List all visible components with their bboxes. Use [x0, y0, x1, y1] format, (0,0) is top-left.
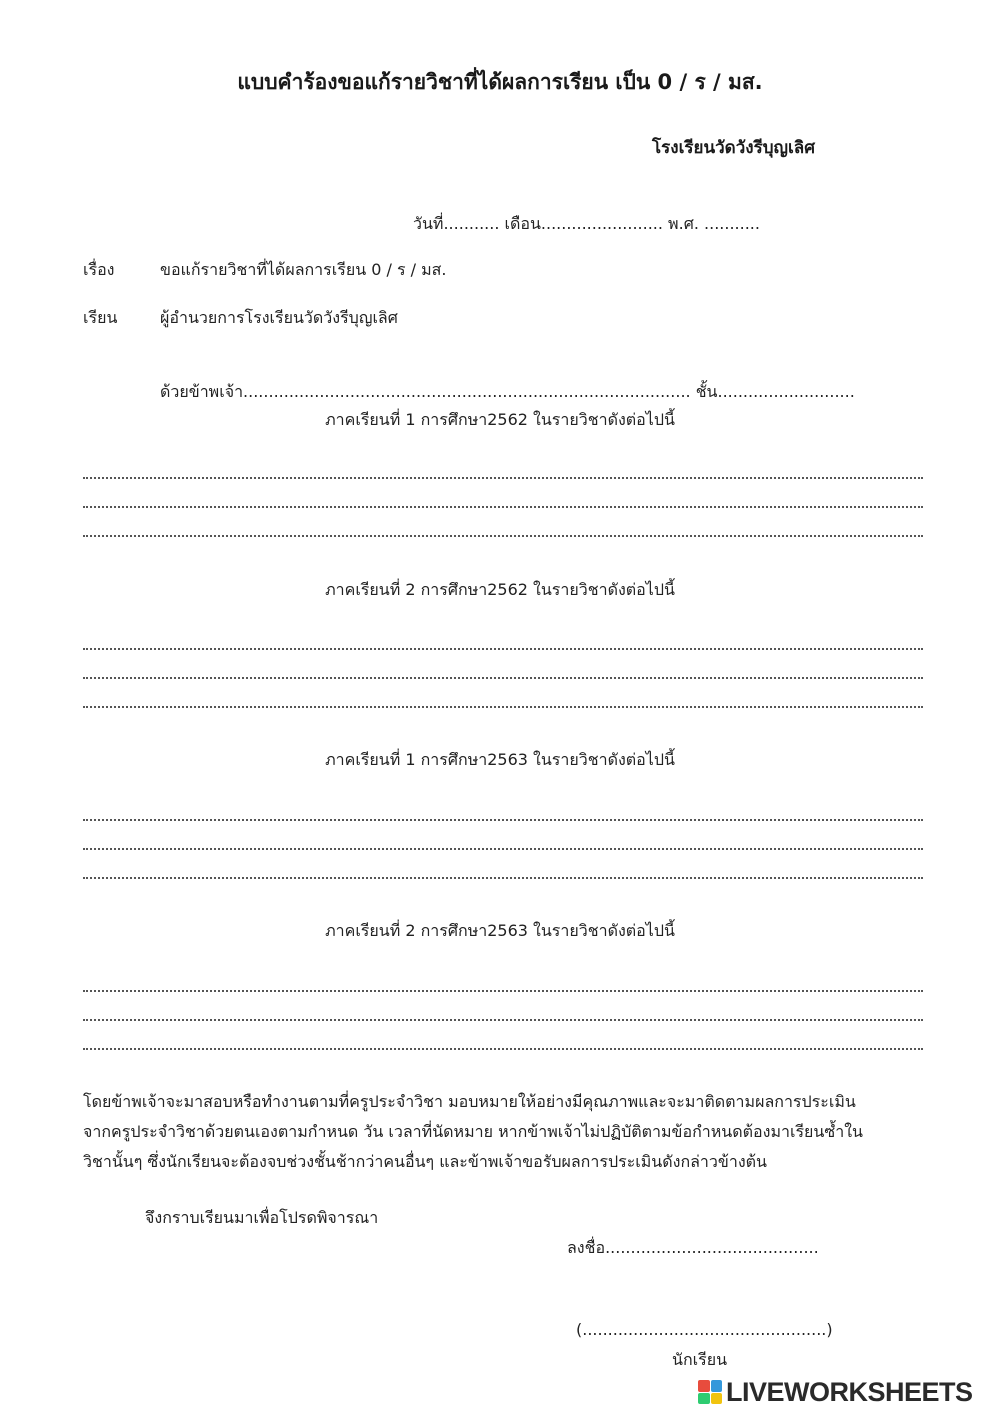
school-name: โรงเรียนวัดวังรีบุญเลิศ	[652, 138, 815, 158]
role-label: นักเรียน	[672, 1350, 727, 1369]
document-title: แบบคำร้องขอแก้รายวิชาที่ได้ผลการเรียน เป็น 0 / ร / มส.	[237, 70, 763, 94]
date-line[interactable]: วันที่........... เดือน........................ พ.ศ. ...........	[413, 214, 760, 233]
liveworksheets-logo-icon	[698, 1380, 722, 1404]
answer-line[interactable]	[83, 706, 923, 708]
semester-heading: ภาคเรียนที่ 1 การศึกษา2562 ในรายวิชาดังต่อไปนี้	[325, 410, 675, 429]
answer-line[interactable]	[83, 1019, 923, 1021]
semester-heading: ภาคเรียนที่ 1 การศึกษา2563 ในรายวิชาดังต่อไปนี้	[325, 750, 675, 769]
applicant-line[interactable]: ด้วยข้าพเจ้า........................................................................................ ชั้น...........................	[160, 382, 855, 401]
closing-text: จึงกราบเรียนมาเพื่อโปรดพิจารณา	[145, 1208, 379, 1227]
body-text-line: โดยข้าพเจ้าจะมาสอบหรือทำงานตามที่ครูประจำวิชา มอบหมายให้อย่างมีคุณภาพและจะมาติดตามผลการประเมิน	[83, 1092, 856, 1111]
name-line[interactable]: (................................................)	[576, 1320, 833, 1339]
semester-heading: ภาคเรียนที่ 2 การศึกษา2562 ในรายวิชาดังต่อไปนี้	[325, 580, 675, 599]
answer-line[interactable]	[83, 990, 923, 992]
answer-line[interactable]	[83, 506, 923, 508]
body-text-line: วิชานั้นๆ ซึ่งนักเรียนจะต้องจบช่วงชั้นช้ากว่าคนอื่นๆ และข้าพเจ้าขอรับผลการประเมินดังกล่าวข้างต้น	[83, 1152, 767, 1171]
answer-line[interactable]	[83, 648, 923, 650]
to-value: ผู้อำนวยการโรงเรียนวัดวังรีบุญเลิศ	[160, 308, 398, 327]
signature-line[interactable]: ลงชื่อ..........................................	[567, 1238, 819, 1257]
subject-label: เรื่อง	[83, 260, 115, 279]
answer-line[interactable]	[83, 677, 923, 679]
answer-line[interactable]	[83, 877, 923, 879]
answer-line[interactable]	[83, 477, 923, 479]
liveworksheets-logo	[698, 1375, 973, 1409]
subject-value: ขอแก้รายวิชาที่ได้ผลการเรียน 0 / ร / มส.	[160, 260, 447, 279]
semester-heading: ภาคเรียนที่ 2 การศึกษา2563 ในรายวิชาดังต่อไปนี้	[325, 921, 675, 940]
answer-line[interactable]	[83, 1048, 923, 1050]
brand-name: LIVEWORKSHEETS	[726, 1376, 973, 1407]
body-text-line: จากครูประจำวิชาด้วยตนเองตามกำหนด วัน เวลาที่นัดหมาย หากข้าพเจ้าไม่ปฏิบัติตามข้อกำหนดต้องมาเรียนซ้ำใน	[83, 1122, 863, 1141]
answer-line[interactable]	[83, 848, 923, 850]
answer-line[interactable]	[83, 819, 923, 821]
answer-line[interactable]	[83, 535, 923, 537]
to-label: เรียน	[83, 308, 118, 327]
